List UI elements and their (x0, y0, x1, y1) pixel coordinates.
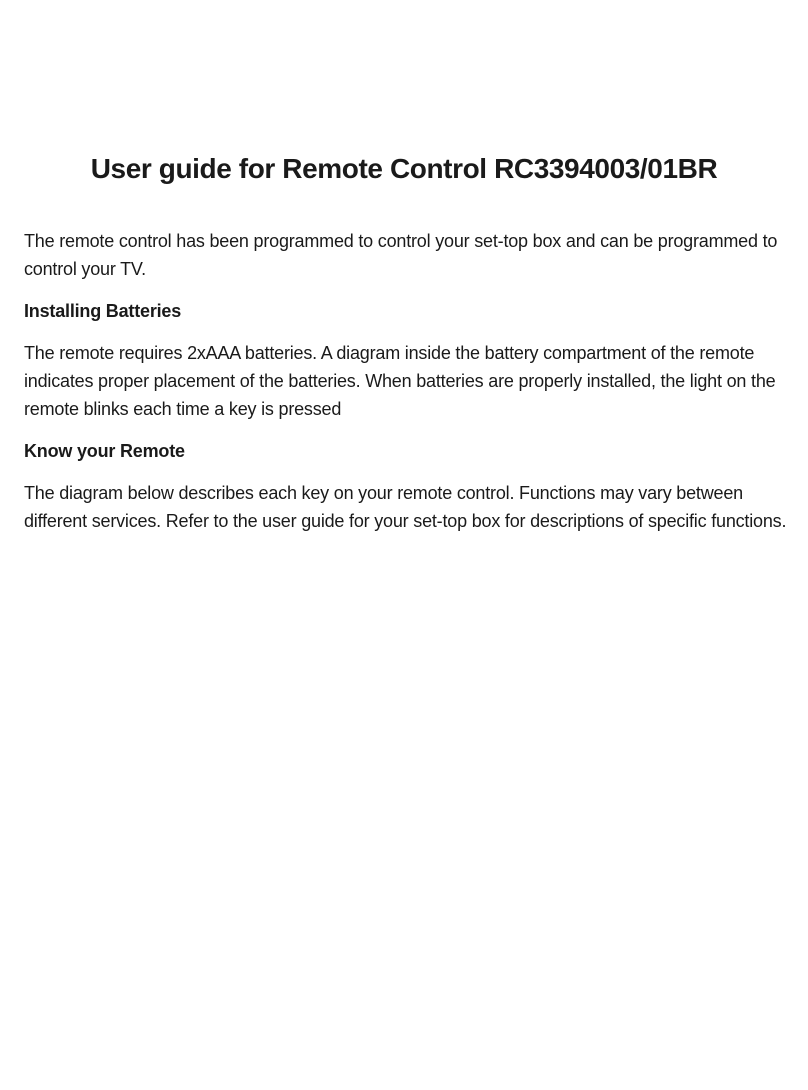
page-title: User guide for Remote Control RC3394003/01BR (90, 152, 718, 184)
know-your-remote-paragraph: The diagram below describes each key on your remote control. Functions may vary between different services. Refer to the user guide for your set-top box for descriptions of specific functions. (24, 483, 787, 531)
installing-batteries-paragraph: The remote requires 2xAAA batteries. A diagram inside the battery compartment of the remote indicates proper placement of the batteries. When batteries are properly installed, the light on the remote blinks each time a key is pressed (24, 343, 776, 419)
intro-paragraph: The remote control has been programmed to control your set-top box and can be programmed to control your TV. (24, 231, 778, 279)
section-heading-installing-batteries: Installing Batteries (24, 301, 182, 321)
section-heading-know-your-remote: Know your Remote (24, 441, 185, 461)
document-body (24, 227, 796, 549)
